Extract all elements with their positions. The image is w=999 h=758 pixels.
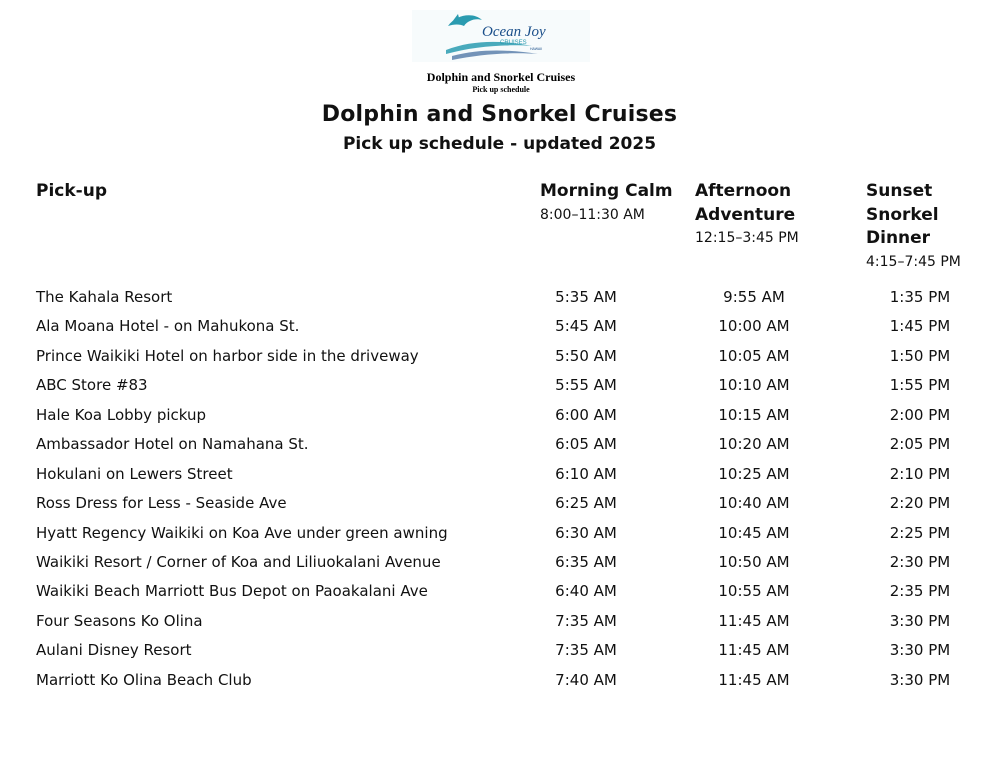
sunset-time: 1:45 PM xyxy=(889,317,951,336)
morning-time: 5:45 AM xyxy=(555,317,617,336)
dolphin-logo-icon xyxy=(412,10,590,62)
morning-time: 6:25 AM xyxy=(555,494,617,513)
table-row xyxy=(0,550,999,579)
pickup-location: Ambassador Hotel on Namahana St. xyxy=(36,435,309,454)
page-subtitle: Pick up schedule - updated 2025 xyxy=(342,134,657,154)
sunset-time: 2:35 PM xyxy=(889,582,951,601)
pickup-location: Waikiki Resort / Corner of Koa and Liliuokalani Avenue xyxy=(36,552,441,571)
col-header-sunset xyxy=(866,180,976,272)
morning-time: 5:50 AM xyxy=(555,346,617,365)
pickup-location: Hale Koa Lobby pickup xyxy=(36,405,207,424)
pickup-location: Hyatt Regency Waikiki on Koa Ave under green awning xyxy=(36,523,448,542)
afternoon-time: 10:55 AM xyxy=(718,582,790,601)
logo-caption-subtitle: Pick up schedule xyxy=(472,85,530,94)
logo-brand-tagline: CRUISES xyxy=(500,40,527,46)
sunset-time: 2:30 PM xyxy=(889,552,951,571)
table-row xyxy=(0,344,999,373)
morning-time: 7:35 AM xyxy=(555,641,617,660)
table-row xyxy=(0,432,999,461)
col-header-morning-time: 8:00–11:30 AM xyxy=(540,206,645,223)
col-header-morning xyxy=(540,180,690,225)
sunset-time: 2:00 PM xyxy=(889,405,951,424)
afternoon-time: 10:40 AM xyxy=(718,494,790,513)
pickup-location: The Kahala Resort xyxy=(36,288,173,306)
pickup-location: Marriott Ko Olina Beach Club xyxy=(36,670,252,689)
afternoon-time: 10:25 AM xyxy=(718,464,790,483)
table-row xyxy=(0,491,999,520)
pickup-location: Waikiki Beach Marriott Bus Depot on Paoakalani Ave xyxy=(36,582,428,601)
morning-time: 7:35 AM xyxy=(555,611,617,630)
morning-time: 5:35 AM xyxy=(555,288,617,306)
sunset-time: 1:55 PM xyxy=(889,376,951,395)
afternoon-time: 10:00 AM xyxy=(718,317,790,336)
schedule-table xyxy=(0,285,999,697)
pickup-location: Hokulani on Lewers Street xyxy=(36,464,233,483)
page-title: Dolphin and Snorkel Cruises xyxy=(321,102,678,127)
sunset-time: 3:30 PM xyxy=(889,670,951,689)
sunset-time: 3:30 PM xyxy=(889,611,951,630)
col-header-afternoon xyxy=(695,180,820,248)
pickup-location: Ala Moana Hotel - on Mahukona St. xyxy=(36,317,300,336)
pickup-location: Four Seasons Ko Olina xyxy=(36,611,203,630)
sunset-time: 2:10 PM xyxy=(889,464,951,483)
afternoon-time: 10:20 AM xyxy=(718,435,790,454)
afternoon-time: 10:45 AM xyxy=(718,523,790,542)
table-row xyxy=(0,638,999,667)
sunset-time: 2:20 PM xyxy=(889,494,951,513)
sunset-time: 1:50 PM xyxy=(889,346,951,365)
afternoon-time: 10:50 AM xyxy=(718,552,790,571)
table-row xyxy=(0,403,999,432)
table-row xyxy=(0,521,999,550)
sunset-time: 1:35 PM xyxy=(889,288,951,306)
afternoon-time: 10:15 AM xyxy=(718,405,790,424)
pickup-location: ABC Store #83 xyxy=(36,376,148,395)
logo-brand-name: Ocean Joy xyxy=(482,24,546,40)
table-row xyxy=(0,609,999,638)
morning-time: 6:40 AM xyxy=(555,582,617,601)
morning-time: 7:40 AM xyxy=(555,670,617,689)
col-header-afternoon-time: 12:15–3:45 PM xyxy=(695,230,799,246)
afternoon-time: 10:10 AM xyxy=(718,376,790,395)
col-header-sunset-time: 4:15–7:45 PM xyxy=(866,253,961,270)
logo xyxy=(412,10,590,94)
col-header-pickup-label: Pick-up xyxy=(36,181,107,201)
col-header-sunset-label: Sunset Snorkel Dinner xyxy=(866,181,939,248)
table-row xyxy=(0,579,999,608)
table-row xyxy=(0,373,999,402)
table-row xyxy=(0,285,999,314)
pickup-location: Ross Dress for Less - Seaside Ave xyxy=(36,494,287,513)
afternoon-time: 11:45 AM xyxy=(718,670,790,689)
morning-time: 6:30 AM xyxy=(555,523,617,542)
afternoon-time: 11:45 AM xyxy=(718,641,790,660)
sunset-time: 3:30 PM xyxy=(889,641,951,660)
table-row xyxy=(0,314,999,343)
col-header-morning-label: Morning Calm xyxy=(540,181,673,201)
table-row xyxy=(0,462,999,491)
col-header-afternoon-label: Afternoon Adventure xyxy=(695,181,796,225)
morning-time: 5:55 AM xyxy=(555,376,617,395)
afternoon-time: 9:55 AM xyxy=(723,288,785,306)
pickup-location: Prince Waikiki Hotel on harbor side in the driveway xyxy=(36,346,419,365)
morning-time: 6:35 AM xyxy=(555,552,617,571)
table-row xyxy=(0,668,999,697)
col-header-pickup xyxy=(36,180,107,204)
morning-time: 6:05 AM xyxy=(555,435,617,454)
sunset-time: 2:05 PM xyxy=(889,435,951,454)
logo-brand-small: HAWAII xyxy=(530,47,543,51)
morning-time: 6:10 AM xyxy=(555,464,617,483)
morning-time: 6:00 AM xyxy=(555,405,617,424)
logo-caption-title: Dolphin and Snorkel Cruises xyxy=(426,70,576,84)
sunset-time: 2:25 PM xyxy=(889,523,951,542)
afternoon-time: 11:45 AM xyxy=(718,611,790,630)
pickup-location: Aulani Disney Resort xyxy=(36,641,192,660)
afternoon-time: 10:05 AM xyxy=(718,346,790,365)
